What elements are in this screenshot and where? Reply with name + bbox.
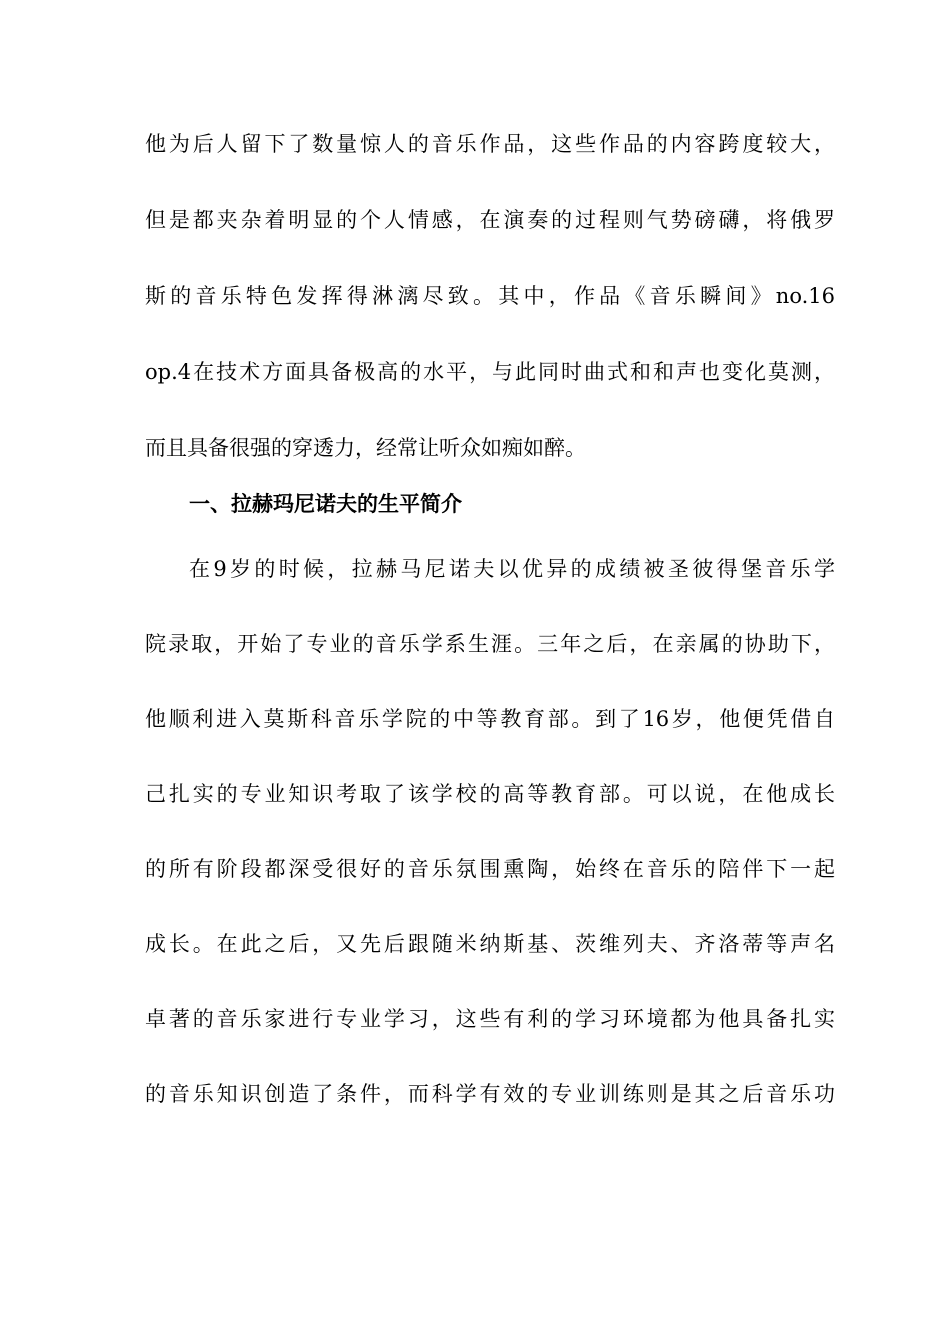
paragraph-line: 他为后人留下了数量惊人的音乐作品，这些作品的内容跨度较大， [145, 132, 835, 156]
paragraph-line: 的所有阶段都深受很好的音乐氛围熏陶，始终在音乐的陪伴下一起 [145, 857, 835, 881]
paragraph-line: 卓著的音乐家进行专业学习，这些有利的学习环境都为他具备扎实 [145, 1007, 835, 1031]
section-heading: 一、拉赫玛尼诺夫的生平简介 [189, 492, 462, 516]
paragraph-line: 的音乐知识创造了条件，而科学有效的专业训练则是其之后音乐功 [145, 1082, 835, 1106]
paragraph-line: 而且具备很强的穿透力，经常让听众如痴如醉。 [145, 436, 586, 460]
paragraph-line: 他顺利进入莫斯科音乐学院的中等教育部。到了16岁，他便凭借自 [145, 707, 835, 731]
paragraph-line: 但是都夹杂着明显的个人情感，在演奏的过程则气势磅礴，将俄罗 [145, 208, 835, 232]
paragraph-line: op.4在技术方面具备极高的水平，与此同时曲式和和声也变化莫测， [145, 360, 835, 384]
paragraph-line: 斯的音乐特色发挥得淋漓尽致。其中，作品《音乐瞬间》no.16 [145, 284, 835, 308]
paragraph-line: 院录取，开始了专业的音乐学系生涯。三年之后，在亲属的协助下， [145, 632, 835, 656]
paragraph-line: 己扎实的专业知识考取了该学校的高等教育部。可以说，在他成长 [145, 782, 835, 806]
paragraph-line: 在9岁的时候，拉赫马尼诺夫以优异的成绩被圣彼得堡音乐学 [189, 557, 835, 581]
paragraph-line: 成长。在此之后，又先后跟随米纳斯基、茨维列夫、齐洛蒂等声名 [145, 932, 835, 956]
